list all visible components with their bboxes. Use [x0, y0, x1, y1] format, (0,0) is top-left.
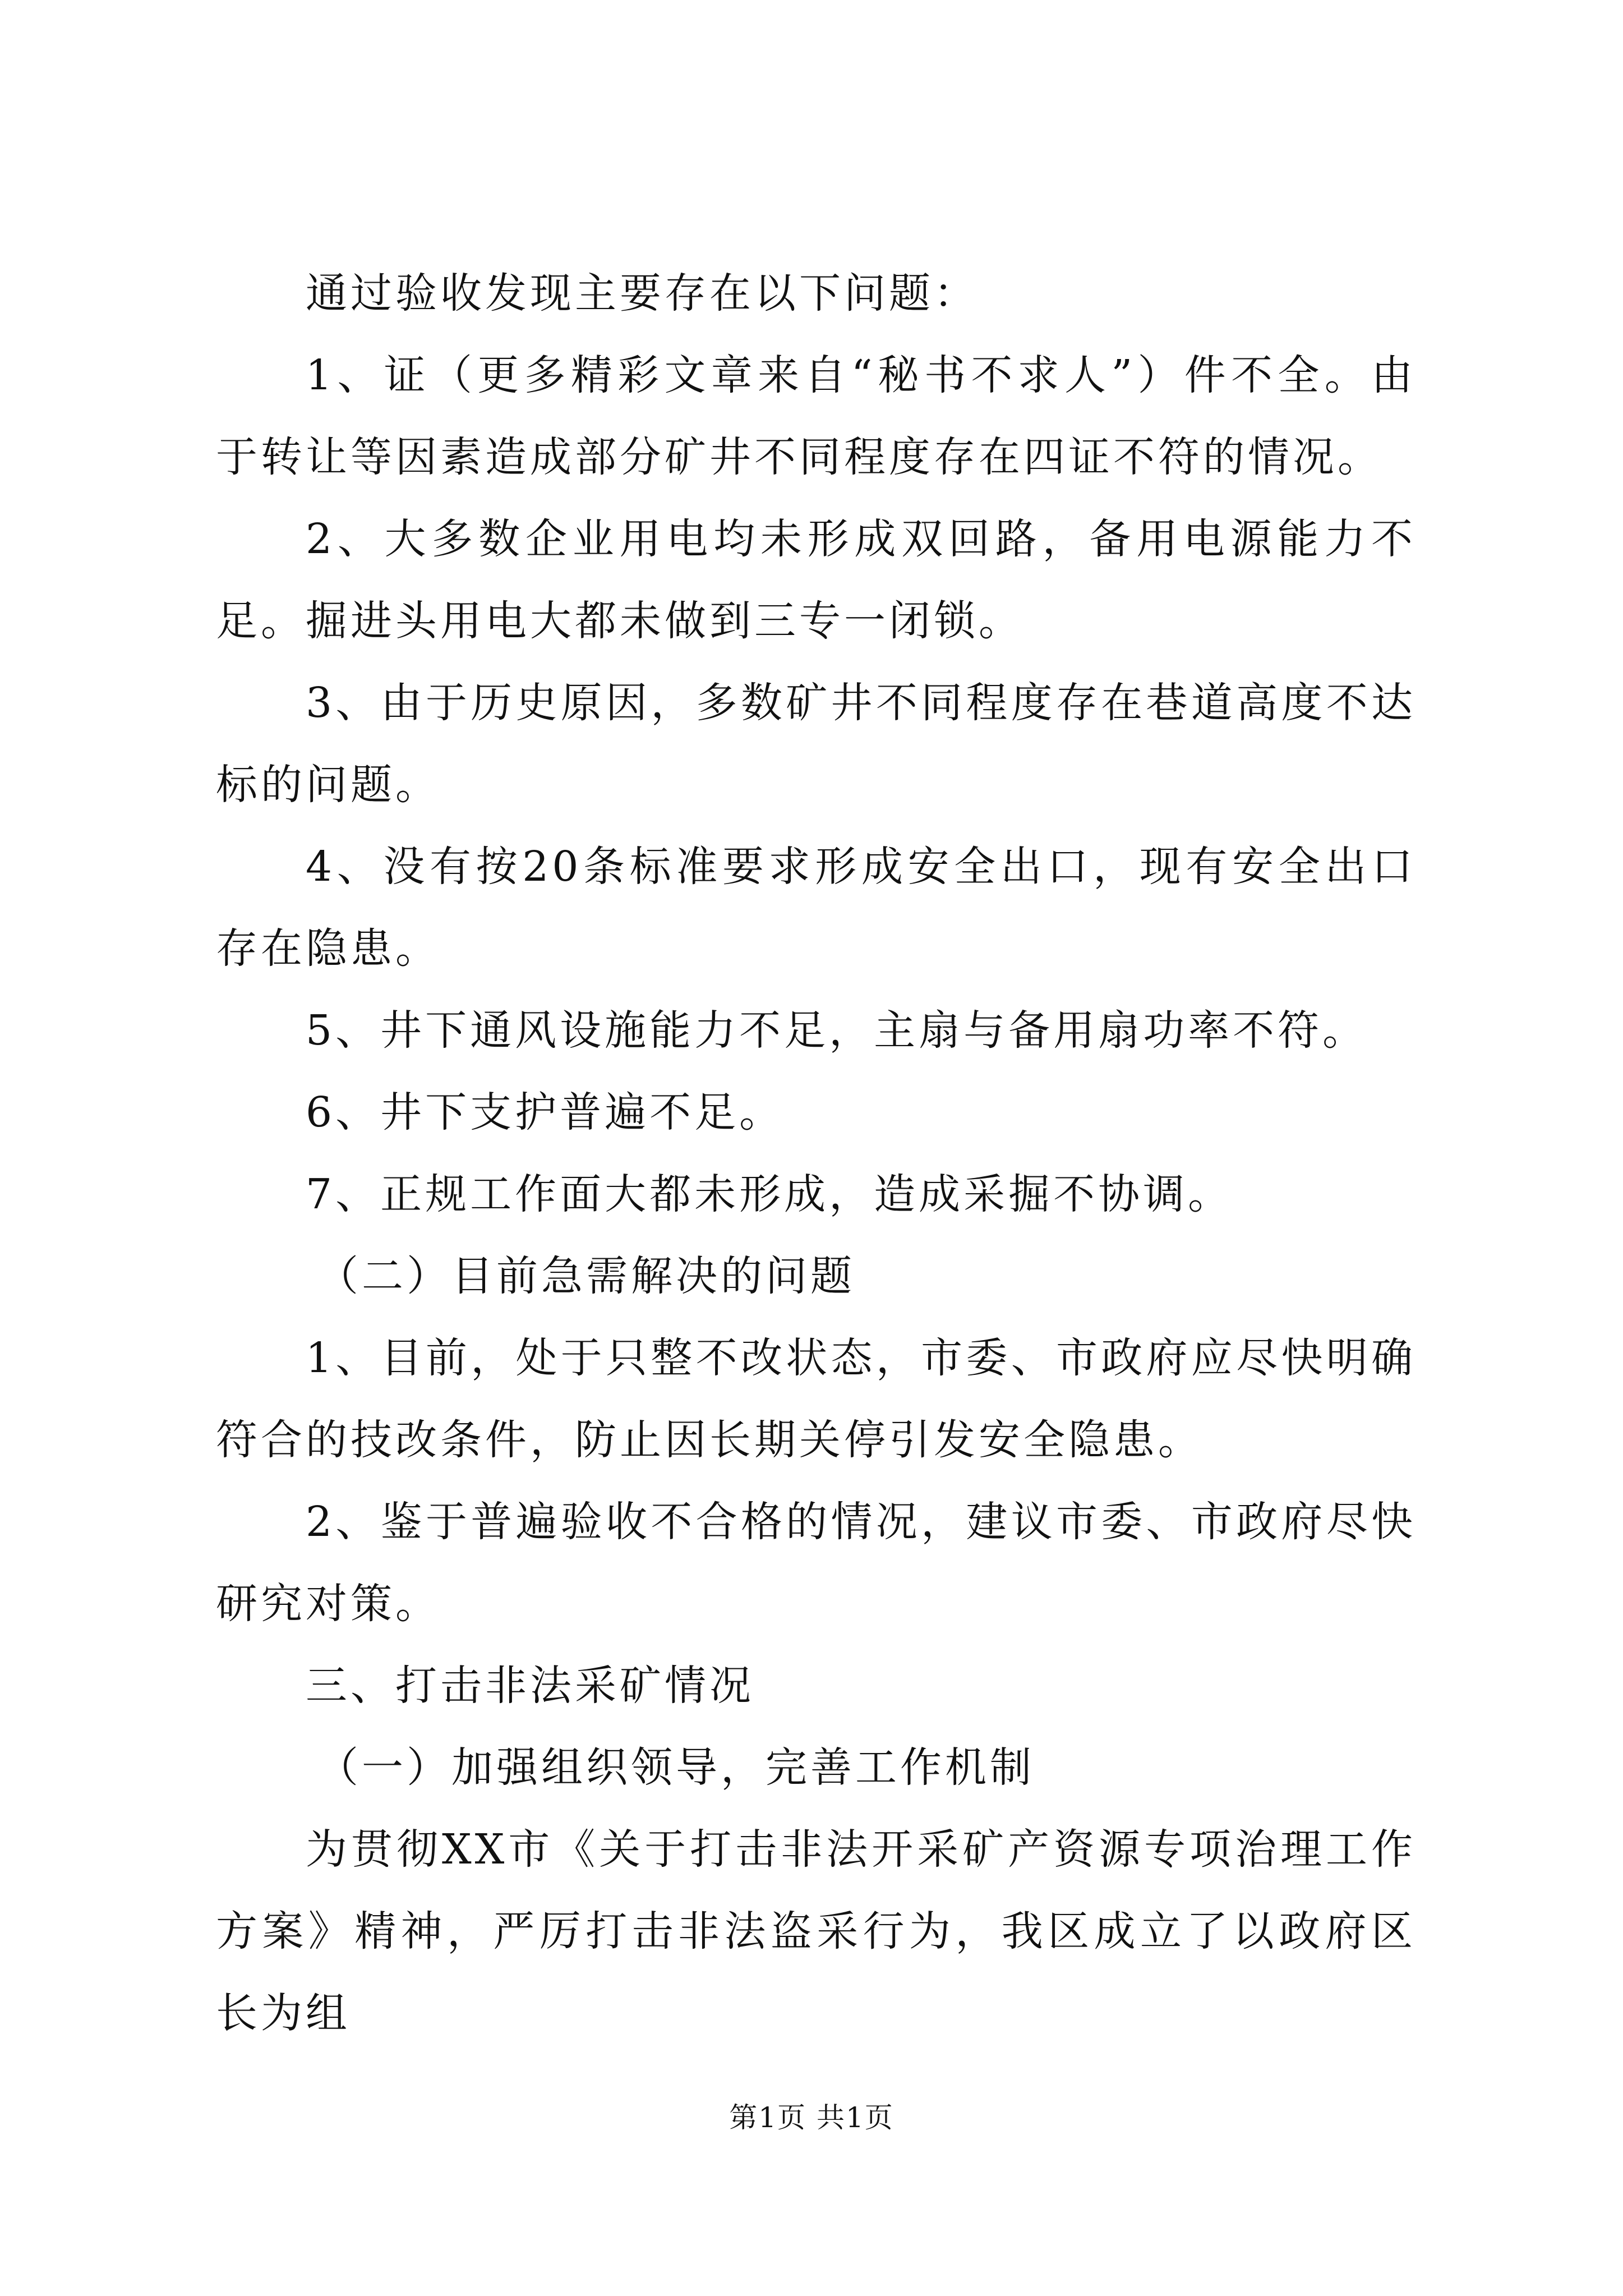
section-heading-organization: （一）加强组织领导，完善工作机制 [317, 1743, 1035, 1792]
paragraph-item-6: 6、井下支护普遍不足。 [306, 1088, 785, 1137]
paragraph-urgent-2: 2、鉴于普遍验收不合格的情况，建议市委、市政府尽快研究对策。 [216, 1498, 1416, 1628]
paragraph-item-1: 1、证（更多精彩文章来自“秘书不求人”）件不全。由于转让等因素造成部分矿井不同程度存在四证不符的情况。 [216, 351, 1416, 481]
section-heading-illegal-mining: 三、打击非法采矿情况 [306, 1662, 754, 1710]
section-heading-urgent-issues: （二）目前急需解决的问题 [317, 1252, 855, 1300]
paragraph-item-5: 5、井下通风设施能力不足，主扇与备用扇功率不符。 [306, 1006, 1368, 1055]
page-footer: 第1页 共1页 [729, 2101, 894, 2134]
paragraph-urgent-1: 1、目前，处于只整不改状态，市委、市政府应尽快明确符合的技改条件，防止因长期关停引发安全隐患。 [216, 1334, 1416, 1464]
paragraph-intro: 通过验收发现主要存在以下问题： [306, 269, 979, 318]
paragraph-item-4: 4、没有按20条标准要求形成安全出口，现有安全出口存在隐患。 [216, 843, 1416, 973]
paragraph-organization: 为贯彻XX市《关于打击非法开采矿产资源专项治理工作方案》精神，严厉打击非法盗采行为，我区成立了以政府区长为组 [216, 1825, 1416, 2037]
paragraph-item-2: 2、大多数企业用电均未形成双回路，备用电源能力不足。掘进头用电大都未做到三专一闭锁。 [216, 515, 1416, 645]
paragraph-item-7: 7、正规工作面大都未形成，造成采掘不协调。 [306, 1170, 1233, 1218]
paragraph-item-3: 3、由于历史原因，多数矿井不同程度存在巷道高度不达标的问题。 [216, 679, 1416, 809]
document-body [216, 252, 1416, 2054]
